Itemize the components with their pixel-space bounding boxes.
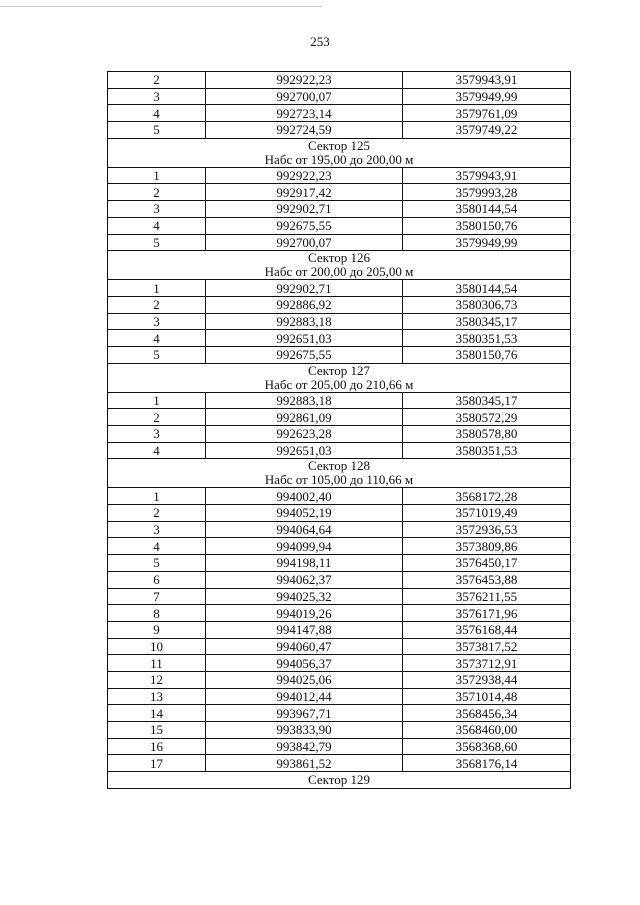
point-number-cell: 13 xyxy=(108,688,206,705)
point-number-cell: 4 xyxy=(108,330,206,347)
table-row xyxy=(108,538,571,555)
sector-header-cell xyxy=(108,251,571,280)
table-row xyxy=(108,621,571,638)
point-number-cell: 3 xyxy=(108,426,206,443)
table-row xyxy=(108,655,571,672)
point-number-cell: 1 xyxy=(108,167,206,184)
x-coordinate-cell: 994064,64 xyxy=(206,521,403,538)
x-coordinate-cell: 992922,23 xyxy=(206,167,403,184)
table-row xyxy=(108,705,571,722)
point-number-cell: 3 xyxy=(108,88,206,105)
table-row xyxy=(108,330,571,347)
height-range: Набс от 200,00 до 205,00 м xyxy=(264,264,414,280)
x-coordinate-cell: 994002,40 xyxy=(206,488,403,505)
x-coordinate-cell: 994025,32 xyxy=(206,588,403,605)
table-row xyxy=(108,72,571,89)
y-coordinate-cell: 3579949,99 xyxy=(403,88,571,105)
x-coordinate-cell: 994019,26 xyxy=(206,605,403,622)
point-number-cell: 1 xyxy=(108,280,206,297)
table-row xyxy=(108,217,571,234)
table-row xyxy=(108,738,571,755)
page-number: 253 xyxy=(310,34,330,49)
table-row xyxy=(108,605,571,622)
y-coordinate-cell: 3576171,96 xyxy=(403,605,571,622)
y-coordinate-cell: 3579749,22 xyxy=(403,122,571,139)
x-coordinate-cell: 993833,90 xyxy=(206,722,403,739)
table-row xyxy=(108,313,571,330)
sector-title: Сектор 129 xyxy=(307,771,370,787)
point-number-cell: 10 xyxy=(108,638,206,655)
y-coordinate-cell: 3568460,00 xyxy=(403,722,571,739)
x-coordinate-cell: 992651,03 xyxy=(206,442,403,459)
table-row xyxy=(108,555,571,572)
x-coordinate-cell: 994198,11 xyxy=(206,555,403,572)
x-coordinate-cell: 992675,55 xyxy=(206,346,403,363)
y-coordinate-cell: 3579943,91 xyxy=(403,72,571,89)
sector-header-cell xyxy=(108,459,571,488)
point-number-cell: 2 xyxy=(108,72,206,89)
x-coordinate-cell: 993842,79 xyxy=(206,738,403,755)
x-coordinate-cell: 992861,09 xyxy=(206,409,403,426)
y-coordinate-cell: 3580351,53 xyxy=(403,330,571,347)
x-coordinate-cell: 994099,94 xyxy=(206,538,403,555)
point-number-cell: 9 xyxy=(108,621,206,638)
table-row xyxy=(108,488,571,505)
y-coordinate-cell: 3568172,28 xyxy=(403,488,571,505)
y-coordinate-cell: 3571014,48 xyxy=(403,688,571,705)
x-coordinate-cell: 992700,07 xyxy=(206,234,403,251)
y-coordinate-cell: 3579949,99 xyxy=(403,234,571,251)
x-coordinate-cell: 992883,18 xyxy=(206,392,403,409)
top-rule xyxy=(0,6,322,7)
point-number-cell: 7 xyxy=(108,588,206,605)
y-coordinate-cell: 3580572,29 xyxy=(403,409,571,426)
sector-title: Сектор 125 xyxy=(307,138,370,153)
table-row xyxy=(108,346,571,363)
table-row xyxy=(108,409,571,426)
point-number-cell: 3 xyxy=(108,521,206,538)
table-row xyxy=(108,722,571,739)
table-row xyxy=(108,442,571,459)
y-coordinate-cell: 3579993,28 xyxy=(403,184,571,201)
y-coordinate-cell: 3576168,44 xyxy=(403,621,571,638)
y-coordinate-cell: 3573809,86 xyxy=(403,538,571,555)
sector-title: Сектор 128 xyxy=(307,458,370,474)
sector-header-row xyxy=(108,459,571,488)
point-number-cell: 3 xyxy=(108,313,206,330)
y-coordinate-cell: 3576453,88 xyxy=(403,571,571,588)
table-row xyxy=(108,88,571,105)
y-coordinate-cell: 3580144,54 xyxy=(403,280,571,297)
sector-header-row xyxy=(108,251,571,280)
table-row xyxy=(108,521,571,538)
sector-header-cell xyxy=(108,363,571,392)
point-number-cell: 6 xyxy=(108,571,206,588)
x-coordinate-cell: 992724,59 xyxy=(206,122,403,139)
point-number-cell: 8 xyxy=(108,605,206,622)
point-number-cell: 14 xyxy=(108,705,206,722)
height-range: Набс от 195,00 до 200,00 м xyxy=(264,151,414,167)
table-row xyxy=(108,105,571,122)
x-coordinate-cell: 994025,06 xyxy=(206,671,403,688)
y-coordinate-cell: 3580351,53 xyxy=(403,442,571,459)
x-coordinate-cell: 992902,71 xyxy=(206,280,403,297)
y-coordinate-cell: 3580345,17 xyxy=(403,313,571,330)
x-coordinate-cell: 992902,71 xyxy=(206,201,403,218)
x-coordinate-cell: 992623,28 xyxy=(206,426,403,443)
point-number-cell: 4 xyxy=(108,538,206,555)
x-coordinate-cell: 992700,07 xyxy=(206,88,403,105)
point-number-cell: 5 xyxy=(108,346,206,363)
y-coordinate-cell: 3573712,91 xyxy=(403,655,571,672)
point-number-cell: 1 xyxy=(108,392,206,409)
x-coordinate-cell: 992886,92 xyxy=(206,296,403,313)
point-number-cell: 17 xyxy=(108,755,206,772)
y-coordinate-cell: 3568368,60 xyxy=(403,738,571,755)
y-coordinate-cell: 3580150,76 xyxy=(403,217,571,234)
y-coordinate-cell: 3580578,80 xyxy=(403,426,571,443)
x-coordinate-cell: 993967,71 xyxy=(206,705,403,722)
x-coordinate-cell: 992883,18 xyxy=(206,313,403,330)
x-coordinate-cell: 992723,14 xyxy=(206,105,403,122)
x-coordinate-cell: 992675,55 xyxy=(206,217,403,234)
point-number-cell: 5 xyxy=(108,234,206,251)
y-coordinate-cell: 3572938,44 xyxy=(403,671,571,688)
point-number-cell: 2 xyxy=(108,184,206,201)
y-coordinate-cell: 3580144,54 xyxy=(403,201,571,218)
x-coordinate-cell: 994052,19 xyxy=(206,505,403,522)
table-row xyxy=(108,280,571,297)
point-number-cell: 5 xyxy=(108,555,206,572)
height-range: Набс от 205,00 до 210,66 м xyxy=(264,376,414,392)
table-row xyxy=(108,426,571,443)
y-coordinate-cell: 3576450,17 xyxy=(403,555,571,572)
y-coordinate-cell: 3580306,73 xyxy=(403,296,571,313)
sector-title: Сектор 126 xyxy=(307,250,370,266)
x-coordinate-cell: 994062,37 xyxy=(206,571,403,588)
x-coordinate-cell: 994147,88 xyxy=(206,621,403,638)
coordinates-table xyxy=(107,71,571,789)
sector-header-row xyxy=(108,138,571,167)
point-number-cell: 5 xyxy=(108,122,206,139)
y-coordinate-cell: 3568176,14 xyxy=(403,755,571,772)
x-coordinate-cell: 994012,44 xyxy=(206,688,403,705)
y-coordinate-cell: 3576211,55 xyxy=(403,588,571,605)
table-row xyxy=(108,505,571,522)
table-row xyxy=(108,122,571,139)
point-number-cell: 2 xyxy=(108,409,206,426)
y-coordinate-cell: 3580345,17 xyxy=(403,392,571,409)
x-coordinate-cell: 994060,47 xyxy=(206,638,403,655)
x-coordinate-cell: 992917,42 xyxy=(206,184,403,201)
y-coordinate-cell: 3580150,76 xyxy=(403,346,571,363)
table-row xyxy=(108,167,571,184)
point-number-cell: 15 xyxy=(108,722,206,739)
point-number-cell: 11 xyxy=(108,655,206,672)
sector-title: Сектор 127 xyxy=(307,363,370,378)
y-coordinate-cell: 3568456,34 xyxy=(403,705,571,722)
x-coordinate-cell: 992651,03 xyxy=(206,330,403,347)
y-coordinate-cell: 3572936,53 xyxy=(403,521,571,538)
point-number-cell: 2 xyxy=(108,296,206,313)
y-coordinate-cell: 3579761,09 xyxy=(403,105,571,122)
table-row xyxy=(108,671,571,688)
coordinates-table-body xyxy=(108,72,571,789)
table-row xyxy=(108,201,571,218)
y-coordinate-cell: 3571019,49 xyxy=(403,505,571,522)
table-row xyxy=(108,184,571,201)
point-number-cell: 1 xyxy=(108,488,206,505)
y-coordinate-cell: 3579943,91 xyxy=(403,167,571,184)
table-row xyxy=(108,688,571,705)
sector-header-cell xyxy=(108,138,571,167)
x-coordinate-cell: 992922,23 xyxy=(206,72,403,89)
height-range: Набс от 105,00 до 110,66 м xyxy=(264,472,414,488)
sector-header-row xyxy=(108,363,571,392)
x-coordinate-cell: 993861,52 xyxy=(206,755,403,772)
point-number-cell: 4 xyxy=(108,217,206,234)
table-row xyxy=(108,296,571,313)
sector-header-row xyxy=(108,772,571,789)
y-coordinate-cell: 3573817,52 xyxy=(403,638,571,655)
table-row xyxy=(108,638,571,655)
point-number-cell: 4 xyxy=(108,105,206,122)
point-number-cell: 3 xyxy=(108,201,206,218)
table-row xyxy=(108,588,571,605)
point-number-cell: 16 xyxy=(108,738,206,755)
x-coordinate-cell: 994056,37 xyxy=(206,655,403,672)
point-number-cell: 12 xyxy=(108,671,206,688)
table-row xyxy=(108,571,571,588)
table-row xyxy=(108,755,571,772)
sector-header-cell xyxy=(108,772,571,789)
point-number-cell: 2 xyxy=(108,505,206,522)
table-row xyxy=(108,234,571,251)
point-number-cell: 4 xyxy=(108,442,206,459)
table-row xyxy=(108,392,571,409)
